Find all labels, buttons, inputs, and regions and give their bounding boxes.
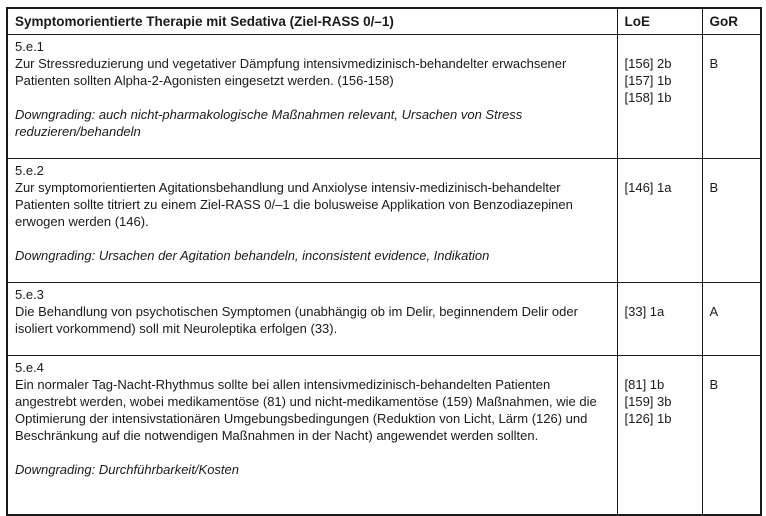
gor-value: B (702, 159, 761, 283)
recommendation-text: Die Behandlung von psychotischen Symptomen (unabhängig ob im Delir, beginnendem Delir oder isoliert vorkommend) soll mit Neuroleptika erfolgen (33). (15, 304, 578, 336)
loe-cell (617, 159, 702, 283)
loe-cell (617, 356, 702, 516)
loe-reference: [156] 2b (624, 56, 672, 71)
recommendation-cell (7, 283, 617, 356)
column-header-gor: GoR (702, 8, 761, 35)
loe-reference: [33] 1a (624, 304, 665, 319)
table-row (7, 283, 761, 356)
downgrading-note: Downgrading: Ursachen der Agitation behandeln, inconsistent evidence, Indikation (15, 248, 490, 263)
loe-reference: [126] 1b (624, 411, 672, 426)
recommendation-cell (7, 159, 617, 283)
table-header-row (7, 8, 761, 35)
loe-reference: [158] 1b (624, 90, 672, 105)
guideline-table (6, 7, 762, 516)
recommendation-id: 5.e.3 (15, 287, 44, 302)
gor-value: A (702, 283, 761, 356)
gor-value: B (702, 35, 761, 159)
recommendation-cell (7, 35, 617, 159)
recommendation-text: Ein normaler Tag-Nacht-Rhythmus sollte bei allen intensivmedizinisch-behandelten Patienten angestrebt werden, wobei medikamentöse (81) und nicht-medikamentöse (159) Maßnahmen, wie die Optimierung der intensivstationären Umgebungsbedingungen (Reduktion von Licht, Lärm (126) und Beschränkung auf die notwendigen Maßnahmen in der Nacht) angewendet werden sollten. (15, 377, 597, 443)
column-header-loe: LoE (617, 8, 702, 35)
recommendation-text: Zur symptomorientierten Agitationsbehandlung und Anxiolyse intensiv-medizinisch-behandelter Patienten sollte titriert zu einem Ziel-RASS 0/–1 die bolusweise Applikation von Benzodiazepinen erwogen werden (146). (15, 180, 573, 229)
loe-reference: [159] 3b (624, 394, 672, 409)
recommendation-id: 5.e.1 (15, 39, 44, 54)
loe-reference: [146] 1a (624, 180, 672, 195)
table-title: Symptomorientierte Therapie mit Sedativa (Ziel-RASS 0/–1) (7, 8, 617, 35)
loe-reference: [157] 1b (624, 73, 672, 88)
downgrading-note: Downgrading: Durchführbarkeit/Kosten (15, 462, 240, 477)
table-row (7, 356, 761, 516)
gor-value: B (702, 356, 761, 516)
downgrading-note: Downgrading: auch nicht-pharmakologische Maßnahmen relevant, Ursachen von Stress reduzieren/behandeln (15, 107, 523, 139)
loe-cell (617, 283, 702, 356)
loe-reference: [81] 1b (624, 377, 665, 392)
recommendation-id: 5.e.2 (15, 163, 44, 178)
table-row (7, 159, 761, 283)
recommendation-text: Zur Stressreduzierung und vegetativer Dämpfung intensivmedizinisch-behandelter erwachsener Patienten sollten Alpha-2-Agonisten eingesetzt werden. (156-158) (15, 56, 567, 88)
recommendation-cell (7, 356, 617, 516)
recommendation-id: 5.e.4 (15, 360, 44, 375)
loe-cell (617, 35, 702, 159)
table-row (7, 35, 761, 159)
